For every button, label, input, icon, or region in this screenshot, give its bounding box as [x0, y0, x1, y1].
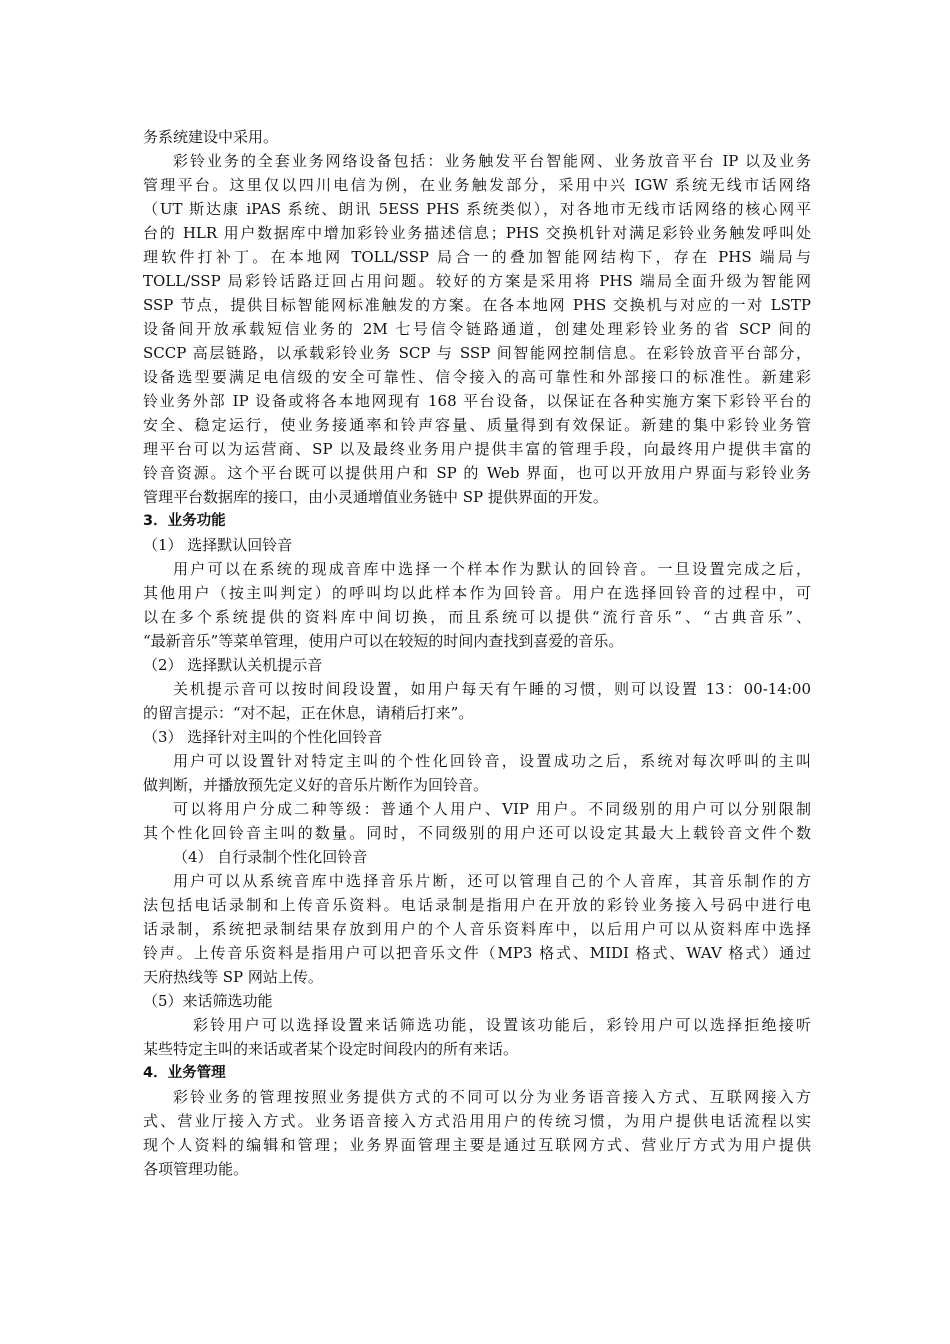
- text-line: （UT 斯达康 iPAS 系统、朗讯 5ESS PHS 系统类似），对各地市无线市话网络的核心网平: [143, 200, 811, 218]
- text-line: SSP 节点，提供目标智能网标准触发的方案。在各本地网 PHS 交换机与对应的一对 LSTP: [143, 296, 811, 314]
- text-line: 台的 HLR 用户数据库中增加彩铃业务描述信息；PHS 交换机针对满足彩铃业务触发呼叫处: [143, 224, 811, 242]
- subsection-title: （1） 选择默认回铃音: [143, 536, 293, 554]
- text-line: 其他用户（按主叫判定）的呼叫均以此样本作为回铃音。用户在选择回铃音的过程中，可: [143, 584, 811, 602]
- text-line: 设备间开放承载短信业务的 2M 七号信令链路通道，创建处理彩铃业务的省 SCP 间的: [143, 320, 811, 338]
- text-line: 其个性化回铃音主叫的数量。同时，不同级别的用户还可以设定其最大上载铃音文件个数: [143, 824, 811, 842]
- text-line: SCCP 高层链路，以承载彩铃业务 SCP 与 SSP 间智能网控制信息。在彩铃放音平台部分，: [143, 344, 811, 362]
- text-line: 的留言提示：“对不起，正在休息，请稍后打来”。: [143, 704, 474, 722]
- text-line: 式、营业厅接入方式。业务语音接入方式沿用用户的传统习惯，为用户提供电话流程以实: [143, 1112, 811, 1130]
- text-line: 管理平台数据库的接口，由小灵通增值业务链中 SP 提供界面的开发。: [143, 488, 608, 506]
- text-line: 彩铃业务的管理按照业务提供方式的不同可以分为业务语音接入方式、互联网接入方: [173, 1088, 811, 1106]
- subsection-title: （3） 选择针对主叫的个性化回铃音: [143, 728, 383, 746]
- section-heading: 4．业务管理: [143, 1065, 226, 1081]
- text-line: 各项管理功能。: [143, 1160, 249, 1178]
- text-line: 彩铃用户可以选择设置来话筛选功能，设置该功能后，彩铃用户可以选择拒绝接听: [193, 1016, 811, 1034]
- text-line: 管理平台。这里仅以四川电信为例，在业务触发部分，采用中兴 IGW 系统无线市话网络: [143, 176, 811, 194]
- text-line: 天府热线等 SP 网站上传。: [143, 968, 323, 986]
- text-line: 铃声。上传音乐资料是指用户可以把音乐文件（MP3 格式、MIDI 格式、WAV 格式）通过: [143, 944, 811, 962]
- subsection-title: （2） 选择默认关机提示音: [143, 656, 323, 674]
- subsection-title: （5）来话筛选功能: [143, 992, 273, 1010]
- text-line: 关机提示音可以按时间段设置，如用户每天有午睡的习惯，则可以设置 13：00-14:00: [173, 680, 811, 698]
- text-line: 用户可以设置针对特定主叫的个性化回铃音，设置成功之后，系统对每次呼叫的主叫: [173, 752, 811, 770]
- text-line: 安全、稳定运行，使业务接通率和铃声容量、质量得到有效保证。新建的集中彩铃业务管: [143, 416, 811, 434]
- text-line: 铃音资源。这个平台既可以提供用户和 SP 的 Web 界面，也可以开放用户界面与彩铃业务: [143, 464, 811, 482]
- text-line: 理平台可以为运营商、SP 以及最终业务用户提供丰富的管理手段，向最终用户提供丰富的: [143, 440, 811, 458]
- text-line: TOLL/SSP 局彩铃话路迂回占用问题。较好的方案是采用将 PHS 端局全面升级为智能网: [143, 272, 811, 290]
- text-line: 做判断，并播放预先定义好的音乐片断作为回铃音。: [143, 776, 489, 794]
- text-line: 设备选型要满足电信级的安全可靠性、信令接入的高可靠性和外部接口的标准性。新建彩: [143, 368, 811, 386]
- text-line: 理软件打补丁。在本地网 TOLL/SSP 局合一的叠加智能网结构下，存在 PHS 端局与: [143, 248, 811, 266]
- text-line: 话录制，系统把录制结果存放到用户的个人音乐资料库中，以后用户可以从资料库中选择: [143, 920, 811, 938]
- text-line: “最新音乐”等菜单管理，使用户可以在较短的时间内查找到喜爱的音乐。: [143, 632, 624, 650]
- text-line: 用户可以在系统的现成音库中选择一个样本作为默认的回铃音。一旦设置完成之后，: [173, 560, 811, 578]
- text-line: 现个人资料的编辑和管理；业务界面管理主要是通过互联网方式、营业厅方式为用户提供: [143, 1136, 811, 1154]
- subsection-title: （4） 自行录制个性化回铃音: [173, 848, 368, 866]
- text-line: 某些特定主叫的来话或者某个设定时间段内的所有来话。: [143, 1040, 519, 1058]
- text-line: 铃业务外部 IP 设备或将各本地网现有 168 平台设备，以保证在各种实施方案下彩铃平台的: [143, 392, 811, 410]
- text-line: 用户可以从系统音库中选择音乐片断，还可以管理自己的个人音库，其音乐制作的方: [173, 872, 811, 890]
- text-line: 彩铃业务的全套业务网络设备包括：业务触发平台智能网、业务放音平台 IP 以及业务: [173, 152, 811, 170]
- text-line: 以在多个系统提供的资料库中间切换，而且系统可以提供“流行音乐”、“古典音乐”、: [143, 608, 811, 626]
- text-line: 务系统建设中采用。: [143, 128, 279, 146]
- document-page: [143, 125, 811, 1181]
- text-line: 法包括电话录制和上传音乐资料。电话录制是指用户在开放的彩铃业务接入号码中进行电: [143, 896, 811, 914]
- section-heading: 3．业务功能: [143, 513, 226, 529]
- text-line: 可以将用户分成二种等级：普通个人用户、VIP 用户。不同级别的用户可以分别限制: [173, 800, 811, 818]
